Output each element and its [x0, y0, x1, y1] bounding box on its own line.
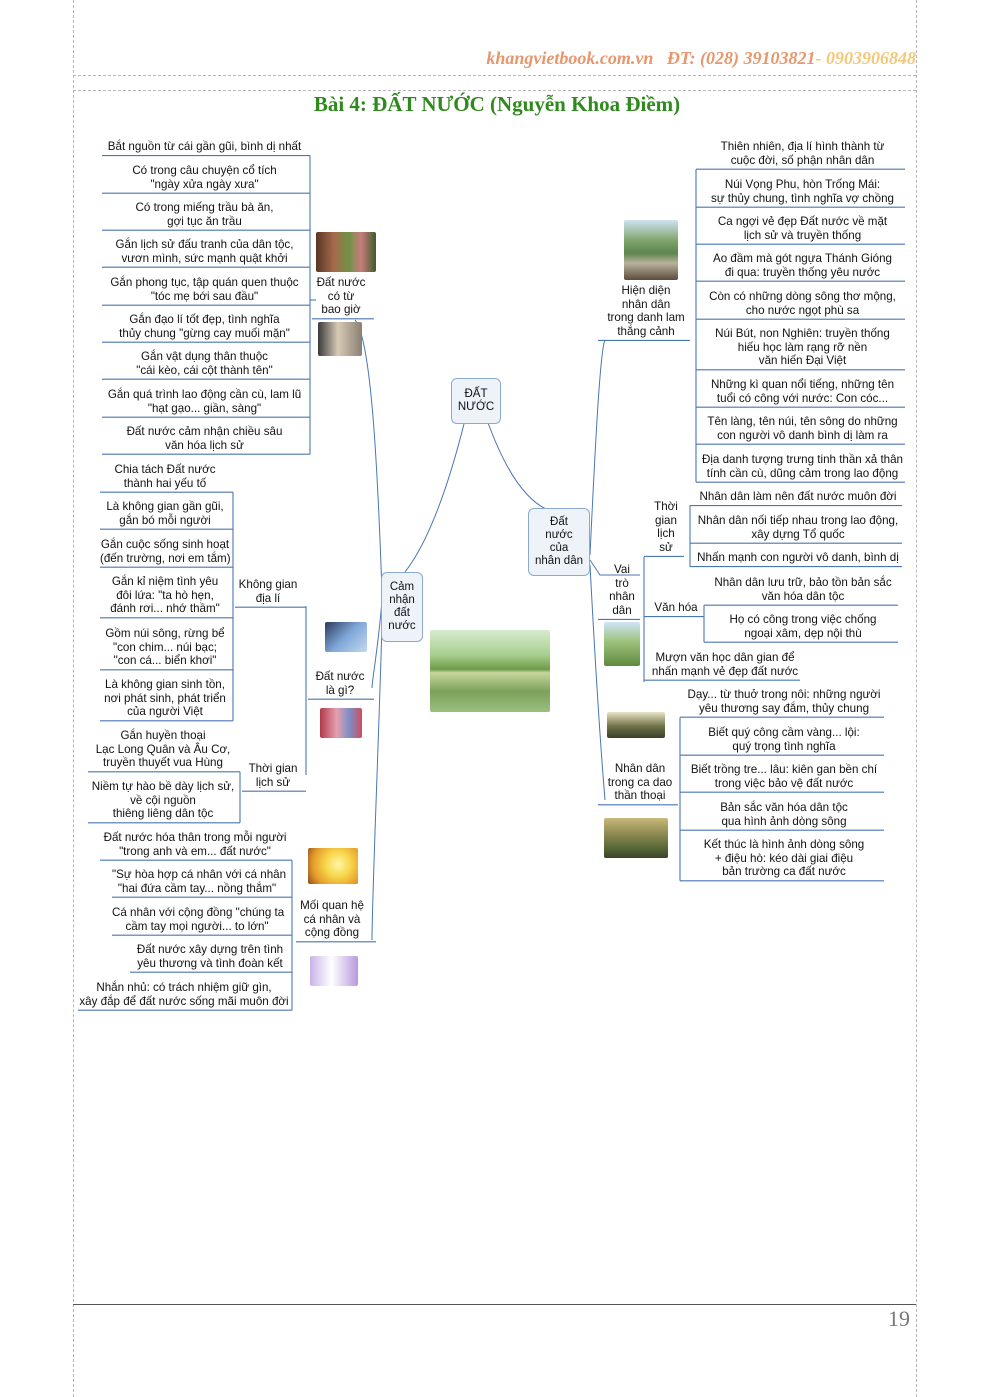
vai-tro-thoi-gian-item[interactable]: [694, 490, 902, 504]
node-vai-tro-thoi-gian-line: Thời: [654, 500, 678, 513]
hien-dien-item-line: Những kì quan nổi tiếng, những tên: [710, 378, 895, 391]
hien-dien-item[interactable]: [700, 327, 905, 368]
hien-dien-item[interactable]: [700, 178, 905, 205]
node-moi-quan-he-line: cộng đồng: [304, 926, 360, 940]
co-tu-bao-gio-item-line: gợi tục ăn trầu: [167, 214, 242, 228]
co-tu-bao-gio-item[interactable]: [102, 164, 307, 191]
hien-dien-item-line: Ao đầm mà gót ngựa Thánh Gióng: [713, 252, 892, 265]
muon-van-hoc-item-line: nhấn mạnh vẻ đẹp đất nước: [651, 664, 799, 678]
hien-dien-item-line: Địa danh tượng trưng tinh thần xả thân: [701, 453, 904, 466]
khong-gian-item[interactable]: [100, 500, 230, 527]
node-khong-gian-dia-li[interactable]: [235, 578, 301, 605]
publisher-mobile: - 0903906848: [815, 48, 916, 68]
festival-image: [320, 708, 362, 738]
node-vai-tro-nhan-dan-line: dân: [612, 603, 632, 617]
node-vai-tro-thoi-gian-line: sử: [659, 540, 673, 554]
khong-gian-item[interactable]: [100, 538, 230, 565]
nhan-dan-line-1: Đất: [550, 516, 568, 528]
node-vai-tro-nhan-dan[interactable]: [604, 563, 640, 617]
hien-dien-item-line: cho nước ngọt phù sa: [745, 303, 860, 317]
co-tu-bao-gio-item-line: "hạt gạo... giần, sàng": [147, 401, 262, 415]
khong-gian-item-line: Chia tách Đất nước: [114, 463, 216, 476]
co-tu-bao-gio-item-line: thủy chung "gừng cay muối mặn": [119, 326, 290, 340]
ca-dao-item-line: yêu thương say đắm, thủy chung: [698, 701, 870, 715]
hien-dien-item-line: đi qua: truyền thống yêu nước: [724, 265, 881, 279]
co-tu-bao-gio-item[interactable]: [102, 388, 307, 415]
node-hien-dien-nhan-dan-line: nhân dân: [621, 297, 671, 311]
cam-nhan-line-3: đất: [393, 607, 410, 619]
hien-dien-item-line: văn hiến Đại Việt: [758, 354, 847, 368]
hien-dien-item[interactable]: [700, 215, 905, 242]
vai-tro-thoi-gian-item-line: xây dựng Tổ quốc: [751, 527, 845, 541]
node-van-hoa[interactable]: [648, 601, 704, 615]
co-tu-bao-gio-item-line: Gắn quá trình lao động cần cù, lam lũ: [107, 388, 302, 401]
thoi-gian-item[interactable]: [88, 780, 238, 821]
page-title: Bài 4: ĐẤT NƯỚC (Nguyễn Khoa Điềm): [313, 92, 681, 116]
thoi-gian-item[interactable]: [88, 729, 238, 770]
node-vai-tro-thoi-gian-line: gian: [655, 513, 677, 527]
moi-quan-he-item[interactable]: [130, 943, 290, 970]
vai-tro-thoi-gian-item-line: Nhân dân nối tiếp nhau trong lao động,: [697, 514, 899, 527]
co-tu-bao-gio-item[interactable]: [102, 140, 307, 154]
hien-dien-item-line: Thiên nhiên, địa lí hình thành từ: [720, 140, 885, 153]
ca-dao-item[interactable]: [684, 726, 884, 753]
khong-gian-item-line: Gắn cuộc sống sinh hoạt: [100, 538, 230, 551]
moi-quan-he-item-line: cầm tay mọi người... to lớn": [125, 919, 269, 933]
node-cam-nhan-dat-nuoc[interactable]: [381, 572, 423, 642]
node-moi-quan-he[interactable]: [296, 899, 368, 940]
node-hien-dien-nhan-dan-line: thắng cảnh: [617, 324, 675, 338]
hien-dien-item[interactable]: [700, 290, 905, 317]
hien-dien-item-line: tuổi có công với nước: Con cóc...: [716, 391, 889, 405]
hien-dien-item[interactable]: [700, 140, 905, 167]
ca-dao-item-line: quý trọng tình nghĩa: [732, 739, 836, 753]
moi-quan-he-item-line: "hai đứa cầm tay... nồng thắm": [117, 881, 277, 895]
co-tu-bao-gio-item-line: Bắt nguồn từ cái gần gũi, bình dị nhất: [107, 140, 302, 153]
khong-gian-item-line: "con chim... núi bạc;: [113, 640, 217, 654]
river-sunset-image: [604, 818, 668, 858]
ca-dao-item-line: Bản sắc văn hóa dân tộc: [720, 801, 848, 814]
thoi-gian-item-line: Niềm tự hào bề dày lịch sử,: [91, 780, 235, 793]
node-thoi-gian-lich-su[interactable]: [242, 762, 304, 789]
co-tu-bao-gio-item[interactable]: [102, 350, 307, 377]
moi-quan-he-item-line: "trong anh và em... đất nước": [119, 844, 271, 858]
node-hien-dien-nhan-dan-line: trong danh lam: [607, 311, 685, 325]
node-co-tu-bao-gio-line: bao giờ: [321, 303, 361, 317]
hien-dien-item-line: tính cần cù, dũng cảm trong lao động: [706, 466, 899, 480]
node-ca-dao-than-thoai[interactable]: [602, 762, 678, 803]
node-hien-dien-nhan-dan[interactable]: [602, 284, 690, 338]
thoi-gian-item-line: về cội nguồn: [130, 793, 196, 807]
ca-dao-item-line: + điệu hò: kéo dài giai điệu: [714, 851, 854, 865]
node-dat-nuoc-la-gi-line: Đất nước: [315, 670, 365, 683]
moi-quan-he-item-line: "Sự hòa hợp cá nhân với cá nhân: [112, 868, 287, 881]
node-thoi-gian-lich-su-line: Thời gian: [248, 762, 298, 775]
moi-quan-he-item-line: Nhắn nhủ: có trách nhiệm giữ gìn,: [96, 981, 272, 994]
co-tu-bao-gio-item-line: Gắn vật dụng thân thuộc: [141, 350, 268, 363]
thoi-gian-item-line: Lạc Long Quân và Âu Cơ,: [95, 742, 231, 756]
moi-quan-he-item[interactable]: [78, 981, 290, 1008]
node-hien-dien-nhan-dan-line: Hiện diện: [621, 284, 671, 297]
khong-gian-item-line: đánh rơi... nhớ thầm": [110, 602, 220, 616]
moi-quan-he-item-line: Đất nước hóa thân trong mỗi người: [103, 831, 287, 844]
co-tu-bao-gio-item-line: vươn mình, sức mạnh quật khởi: [121, 251, 288, 265]
co-tu-bao-gio-item[interactable]: [102, 201, 307, 228]
nhan-dan-line-2: nước: [545, 529, 573, 541]
vai-tro-thoi-gian-item[interactable]: [694, 551, 902, 565]
node-dat-nuoc-la-gi-line: là gì?: [325, 683, 355, 697]
moi-quan-he-item[interactable]: [112, 906, 285, 933]
van-hoa-item-line: Nhân dân lưu trữ, bảo tồn bản sắc: [714, 576, 892, 589]
moi-quan-he-item-line: Cá nhân với cộng đồng "chúng ta: [112, 906, 285, 919]
node-ca-dao-than-thoai-line: trong ca dao: [607, 775, 673, 789]
van-hoa-item-line: văn hóa dân tộc: [761, 589, 845, 603]
moi-quan-he-item[interactable]: [112, 868, 287, 895]
publisher-site: khangvietbook.com.vn: [486, 48, 654, 68]
khong-gian-item-line: gắn bó mỗi người: [119, 513, 211, 527]
node-vai-tro-thoi-gian-line: lịch: [657, 527, 675, 541]
hien-dien-item-line: Núi Vọng Phu, hòn Trống Mái:: [724, 178, 881, 191]
hien-dien-item-line: hiếu học làm rạng rỡ nền: [737, 340, 868, 354]
ca-dao-item-line: Dạy... từ thuở trong nôi: những người: [687, 688, 881, 701]
co-tu-bao-gio-item[interactable]: [102, 425, 307, 452]
co-tu-bao-gio-item-line: "tóc mẹ bới sau đầu": [150, 289, 259, 303]
hien-dien-item-line: Còn có những dòng sông thơ mộng,: [709, 290, 896, 303]
hien-dien-item-line: lịch sử và truyền thống: [743, 228, 862, 242]
node-co-tu-bao-gio-line: có từ: [327, 289, 355, 303]
vai-tro-thoi-gian-item-line: Nhân dân làm nên đất nước muôn đời: [699, 490, 897, 503]
node-moi-quan-he-line: Mối quan hệ: [300, 899, 364, 912]
khong-gian-item-line: nơi phát sinh, phát triển: [104, 691, 226, 705]
thoi-gian-item-line: truyền thuyết vua Hùng: [103, 756, 223, 770]
cam-nhan-line-2: nhận: [389, 594, 415, 606]
co-tu-bao-gio-item-line: Gắn lịch sử đấu tranh của dân tộc,: [115, 238, 294, 251]
co-tu-bao-gio-item-line: Gắn đạo lí tốt đẹp, tình nghĩa: [129, 313, 280, 326]
cam-nhan-line-4: nước: [388, 620, 416, 632]
hien-dien-item[interactable]: [700, 453, 905, 480]
hien-dien-item-line: Núi Bút, non Nghiên: truyền thống: [715, 327, 890, 340]
khong-gian-item-line: Là không gian gần gũi,: [106, 500, 224, 513]
co-tu-bao-gio-item-line: Đất nước cảm nhận chiều sâu: [126, 425, 283, 438]
banyan-tree-image: [607, 712, 665, 738]
co-tu-bao-gio-item-line: Gắn phong tục, tập quán quen thuộc: [110, 276, 299, 289]
khong-gian-item[interactable]: [100, 575, 230, 616]
moi-quan-he-item-line: Đất nước xây dựng trên tình: [136, 943, 284, 956]
khong-gian-item-line: Là không gian sinh tồn,: [105, 678, 225, 691]
van-hoa-item-line: ngoại xâm, dẹp nội thù: [744, 626, 862, 640]
ca-dao-item[interactable]: [684, 838, 884, 879]
node-thoi-gian-lich-su-line: lịch sử: [255, 775, 291, 789]
sea-image: [325, 622, 367, 652]
ca-dao-item-line: trong việc bảo vệ đất nước: [714, 776, 854, 790]
muon-van-hoc-item-line: Mượn văn học dân gian để: [655, 651, 795, 664]
hue-bridge-image: [604, 622, 640, 666]
khong-gian-item[interactable]: [100, 678, 230, 719]
co-tu-bao-gio-item-line: Có trong câu chuyện cổ tích: [132, 164, 277, 177]
khong-gian-item[interactable]: [100, 627, 230, 668]
moi-quan-he-item-line: yêu thương và tình đoàn kết: [137, 956, 283, 970]
co-tu-bao-gio-item-line: Có trong miếng trầu bà ăn,: [135, 201, 274, 214]
girl-flowers-image: [310, 956, 358, 986]
hien-dien-item-line: sự thủy chung, tình nghĩa vợ chồng: [711, 191, 894, 205]
co-tu-bao-gio-item-line: "cái kèo, cái cột thành tên": [136, 363, 273, 377]
mother-portrait-image: [316, 232, 376, 272]
hien-dien-item[interactable]: [700, 378, 905, 405]
node-dat-nuoc-la-gi[interactable]: [308, 670, 372, 697]
hien-dien-item[interactable]: [700, 252, 905, 279]
van-hoa-item[interactable]: [708, 576, 898, 603]
couple-sunset-image: [308, 848, 358, 884]
ca-dao-item-line: Biết trồng tre... lâu: kiên gan bền chí: [690, 763, 878, 776]
hien-dien-item[interactable]: [700, 415, 905, 442]
nhan-dan-line-3: của: [549, 542, 569, 554]
co-tu-bao-gio-item[interactable]: [102, 313, 307, 340]
khong-gian-item-line: "con cá... biển khơi": [113, 654, 217, 668]
ca-dao-item[interactable]: [684, 801, 884, 828]
node-vai-tro-nhan-dan-line: nhân: [609, 590, 635, 604]
ca-dao-item-line: qua hình ảnh dòng sông: [721, 814, 847, 828]
khong-gian-item-line: Gắn kỉ niệm tình yêu: [111, 575, 219, 588]
hien-dien-item-line: Ca ngợi vẻ đẹp Đất nước về mặt: [717, 215, 888, 228]
publisher-phone: ĐT: (028) 39103821: [666, 48, 816, 68]
ca-dao-item-line: Biết quý công cầm vàng... lội:: [708, 726, 860, 739]
khong-gian-item[interactable]: [100, 463, 230, 490]
thoi-gian-item-line: thiêng liêng dân tộc: [112, 807, 214, 821]
khong-gian-item-line: của người Việt: [127, 705, 203, 719]
van-hoa-item[interactable]: [708, 613, 898, 640]
co-tu-bao-gio-item[interactable]: [102, 276, 307, 303]
node-co-tu-bao-gio-line: Đất nước: [316, 276, 366, 289]
hien-dien-item-line: cuộc đời, số phận nhân dân: [730, 153, 875, 167]
node-ca-dao-than-thoai-line: Nhân dân: [614, 762, 666, 775]
muon-van-hoc-item[interactable]: [650, 651, 800, 678]
root-line-2: NƯỚC: [457, 401, 495, 413]
moi-quan-he-item[interactable]: [100, 831, 290, 858]
khong-gian-item-line: Gồm núi sông, rừng bể: [105, 627, 225, 640]
hien-dien-item-line: con người vô danh bình dị làm ra: [717, 428, 888, 442]
root-line-1: ĐẤT: [464, 388, 488, 400]
node-vai-tro-nhan-dan-line: Vai: [614, 563, 630, 576]
node-vai-tro-nhan-dan-line: trò: [615, 576, 629, 590]
hien-dien-item-line: Tên làng, tên núi, tên sông do những: [707, 415, 898, 428]
khong-gian-item-line: đôi lứa: "ta hò hẹn,: [116, 588, 214, 602]
node-vai-tro-thoi-gian[interactable]: [648, 500, 684, 554]
node-moi-quan-he-line: cá nhân và: [303, 912, 361, 926]
ca-dao-item[interactable]: [684, 763, 884, 790]
ca-dao-item[interactable]: [684, 688, 884, 715]
page-number: 19: [888, 1306, 910, 1331]
landscape-lake-image: [430, 630, 550, 712]
node-van-hoa-line: Văn hóa: [654, 601, 698, 614]
betel-hands-image: [318, 322, 362, 356]
node-ca-dao-than-thoai-line: thần thoại: [614, 789, 666, 803]
khong-gian-item-line: thành hai yếu tố: [123, 476, 207, 490]
ca-dao-item-line: bản trường ca đất nước: [722, 865, 846, 879]
co-tu-bao-gio-item[interactable]: [102, 238, 307, 265]
node-co-tu-bao-gio[interactable]: [312, 276, 370, 317]
co-tu-bao-gio-item-line: "ngày xửa ngày xưa": [150, 177, 259, 191]
node-khong-gian-dia-li-line: Không gian: [238, 578, 298, 591]
node-khong-gian-dia-li-line: địa lí: [255, 591, 281, 605]
co-tu-bao-gio-item-line: văn hóa lịch sử: [165, 438, 244, 452]
cam-nhan-line-1: Cảm: [389, 581, 415, 593]
moi-quan-he-item-line: xây đắp để đất nước sống mãi muôn đời: [79, 994, 289, 1008]
root-node-dat-nuoc[interactable]: [451, 378, 501, 424]
khong-gian-item-line: (đến trường, nơi em tắm): [100, 551, 231, 565]
halong-mountain-image: [624, 220, 678, 280]
thoi-gian-item-line: Gắn huyền thoại: [120, 729, 206, 742]
van-hoa-item-line: Họ có công trong việc chống: [729, 613, 877, 626]
ca-dao-item-line: Kết thúc là hình ảnh dòng sông: [703, 838, 865, 851]
vai-tro-thoi-gian-item[interactable]: [694, 514, 902, 541]
node-dat-nuoc-cua-nhan-dan[interactable]: [528, 508, 590, 576]
nhan-dan-line-4: nhân dân: [535, 555, 583, 567]
vai-tro-thoi-gian-item-line: Nhấn mạnh con người vô danh, bình dị: [697, 551, 899, 564]
